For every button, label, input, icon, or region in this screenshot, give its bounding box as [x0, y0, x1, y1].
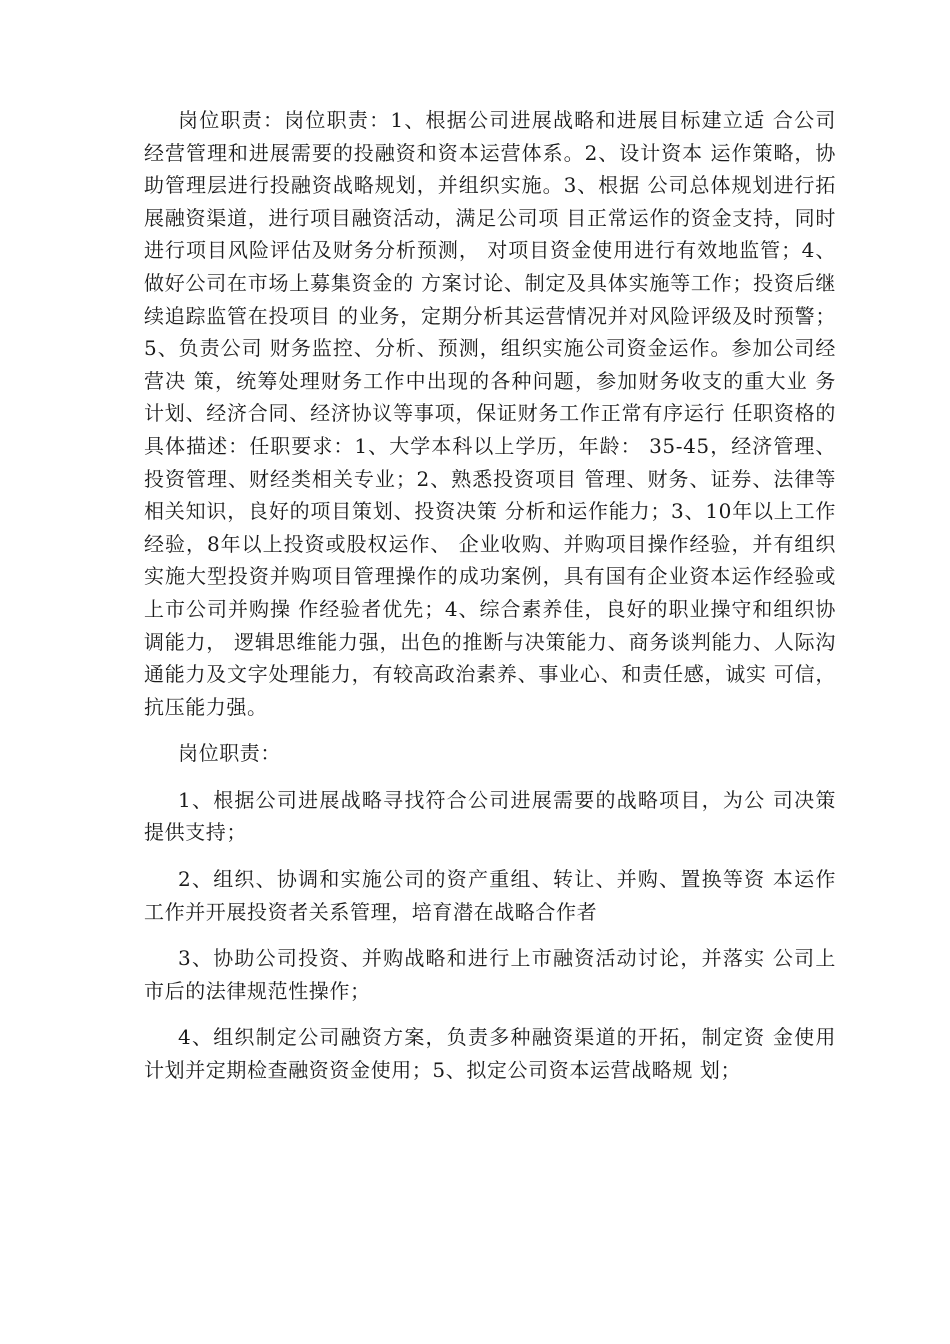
document-body — [144, 104, 836, 1087]
paragraph-job-duties-heading: 岗位职责： — [178, 741, 281, 766]
paragraph-job-duties-full: 岗位职责：岗位职责：1、根据公司进展战略和进展目标建立适 合公司经营管理和进展需要的投融资和资本运营体系。2、设计资本 运作策略，协助管理层进行投融资战略规划，并组织实施。3、根据 公司总体规划进行拓展融资渠道，进行项目融资活动，满足公司项 目正常运作的资金支持，同时进行项目风险评估及财务分析预测， 对项目资金使用进行有效地监管；4、做好公司在市场上募集资金的 方案讨论、制定及具体实施等工作；投资后继续追踪监管在投项目 的业务，定期分析其运营情况并对风险评级及时预警；5、负责公司 财务监控、分析、预测，组织实施公司资金运作。参加公司经营决 策，统筹处理财务工作中出现的各种问题，参加财务收支的重大业 务计划、经济合同、经济协议等事项，保证财务工作正常有序运行 任职资格的具体描述：任职要求：1、大学本科以上学历，年龄： 35-45，经济管理、投资管理、财经类相关专业；2、熟悉投资项目 管理、财务、证券、法律等相关知识，良好的项目策划、投资决策 分析和运作能力；3、10年以上工作经验，8年以上投资或股权运作、 企业收购、并购项目操作经验，并有组织实施大型投资并购项目管理操作的成功案例，具有国有企业资本运作经验或上市公司并购操 作经验者优先；4、综合素养佳，良好的职业操守和组织协调能力， 逻辑思维能力强，出色的推断与决策能力、商务谈判能力、人际沟 通能力及文字处理能力，有较高政治素养、事业心、和责任感，诚实 可信，抗压能力强。 — [144, 108, 836, 719]
paragraph-duty-2: 2、组织、协调和实施公司的资产重组、转让、并购、置换等资 本运作工作并开展投资者关系管理，培育潜在战略合作者 — [144, 867, 836, 924]
paragraph-duty-4-5: 4、组织制定公司融资方案，负责多种融资渠道的开拓，制定资 金使用计划并定期检查融资资金使用；5、拟定公司资本运营战略规 划； — [144, 1025, 836, 1083]
paragraph-duty-3: 3、协助公司投资、并购战略和进行上市融资活动讨论，并落实 公司上市后的法律规范性操作； — [144, 946, 836, 1003]
paragraph-duty-1: 1、根据公司进展战略寻找符合公司进展需要的战略项目，为公 司决策提供支持； — [144, 787, 836, 845]
